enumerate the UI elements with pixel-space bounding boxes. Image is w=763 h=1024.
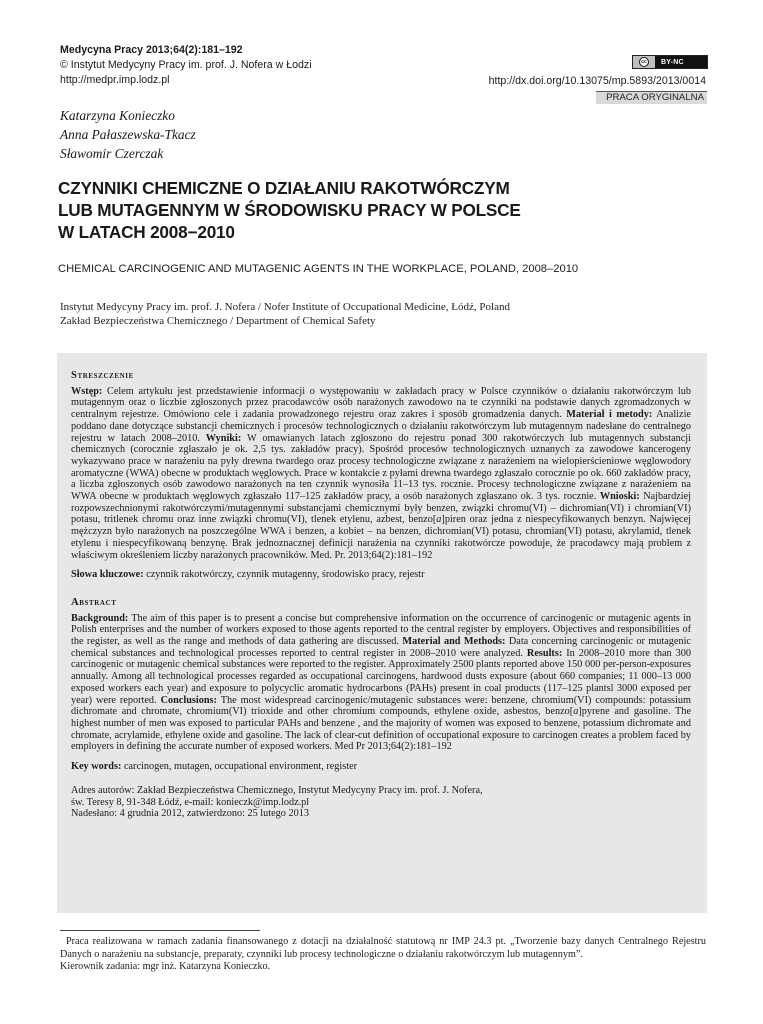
streszczenie-heading: Streszczenie xyxy=(71,370,134,381)
text-conclusions-a: The most widespread carcinogenic/mutagenic substances were: benzene, chromium(VI) compounds: potassium dichromate and chromate, chromium(VI) trioxide and other chromium compounds, ethylene oxide, asbestos, benzo[ xyxy=(71,694,691,718)
correspondence-line: św. Teresy 8, 91-348 Łódź, e-mail: konieczk@imp.lodz.pl xyxy=(71,796,310,808)
abstract-text xyxy=(71,613,691,753)
text-wnioski-a: Najbardziej rozpowszechnionymi rakotwórczymi/mutagennymi substancjami chemicznymi były benzen, związki chromu(VI) – dichromian(VI) i chromian(VI) potasu, tritlenek chromu oraz inne związki chromu(VI), tlenek etylenu, azbest, benzo[ xyxy=(71,491,692,526)
title-line: LUB MUTAGENNYM W ŚRODOWISKU PRACY W POLSCE xyxy=(58,200,521,220)
key-words xyxy=(71,761,691,773)
label-background: Background: xyxy=(71,612,129,624)
title-line: CZYNNIKI CHEMICZNE O DZIAŁANIU RAKOTWÓRCZYM xyxy=(58,178,510,198)
affiliation xyxy=(60,300,510,328)
text-metody: Analizie poddano dane dotyczące substancji chemicznych i procesów technologicznych o działaniu rakotwórczym lub mutagennym nadesłane do centralnego rejestru w latach 2008–2010. xyxy=(71,409,691,444)
text-wnioski-italic: a xyxy=(436,514,442,526)
text-wnioski-b: ]piren oraz jedna z niespecyfikowanych benzyn. Najwięcej mężczyzn było narażonych na poszczególne WWA i benzen, a kobiet – na benzen, dichromian(VI) potasu, chromian(VI) potasu, akrylamid, tlenek etylenu i niespecyfikowaną benzynę. Brak jednoznacznej definicji narażenia na czynniki rakotwórcze powoduje, że pracodawcy mają problem z właściwym określeniem liczby narażonych pracowników. Med. Pr. 2013;64(2):181–192 xyxy=(71,514,692,561)
label-wnioski: Wnioski: xyxy=(599,491,640,503)
streszczenie-text xyxy=(71,386,691,562)
author-name: Sławomir Czerczak xyxy=(60,146,164,161)
author-name: Katarzyna Konieczko xyxy=(60,108,175,123)
copyright-line: © Instytut Medycyny Pracy im. prof. J. Nofera w Łodzi xyxy=(60,59,312,71)
journal-citation: Medycyna Pracy 2013;64(2):181–192 xyxy=(60,44,243,56)
text-methods: Data concerning carcinogenic or mutagenic chemical substances and technological processes reported to central register in 2008–2010 were analyzed. xyxy=(71,636,691,659)
article-type-badge: PRACA ORYGINALNA xyxy=(596,92,707,104)
abstract-heading: Abstract xyxy=(71,596,117,608)
text-wstep: Celem artykułu jest przedstawienie informacji o występowaniu w zakładach pracy w Polsce czynników o działaniu rakotwórczym lub mutagennym oraz o liczbie zgłoszonych przez pracodawców osób narażonych zawodowo na te czynniki na podstawie danych zgromadzonych w centralnym rejestrze. Omówiono cele i zadania prowadzonego rejestru oraz zakres i sposób gromadzenia danych. xyxy=(71,385,691,421)
article-title-english: CHEMICAL CARCINOGENIC AND MUTAGENIC AGENTS IN THE WORKPLACE, POLAND, 2008–2010 xyxy=(58,263,579,275)
doi-link[interactable]: http://dx.doi.org/10.13075/mp.5893/2013/0014 xyxy=(488,75,706,87)
footnote-divider xyxy=(60,930,260,931)
license-label: BY-NC xyxy=(661,58,684,66)
text-wyniki: W omawianych latach zgłoszono do rejestru ponad 300 rakotwórczych lub mutagennych substancji chemicznych (corocznie zgłaszało je ok. 2,5 tys. zakładów pracy). Spośród procesów technologicznych uznanych za zawodowe kancerogeny wykazywano prace w narażeniu na pyły drewna twardego oraz procesy technologiczne związane z narażeniem na wielopierścieniowe węglowodory aromatyczne (WWA) obecne w produktach węglowych. Prace w kontakcie z pyłami drewna twardego zgłaszało corocznie po ok. 660 zakładów pracy, a liczba zgłoszonych osób zawodowo narażonych na ten czynnik wynosiła 11–13 tys. rocznie. Procesy technologiczne związane z narażeniem na WWA obecne w produktach węglowych zgłaszało 117–125 zakładów pracy, a osób narażonych zgłaszano ok. 3 tys. rocznie. xyxy=(71,432,692,503)
text-conclusions-italic: a xyxy=(573,706,579,718)
article-title xyxy=(58,177,618,243)
label-key-words: Key words: xyxy=(71,761,122,773)
label-wyniki: Wyniki: xyxy=(205,432,242,444)
license-badge xyxy=(632,55,708,69)
footnote-text: Praca realizowana w ramach zadania finansowanego z dotacji na działalność statutową nr IMP 24.3 pt. „Tworzenie bazy danych Centralnego Rejestru Danych o narażeniu na substancje, preparaty, czynniki lub procesy technologiczne o działaniu rakotwórczym lub mutagennym”. xyxy=(60,936,706,960)
label-metody: Materiał i metody: xyxy=(566,409,653,421)
label-results: Results: xyxy=(526,647,563,659)
title-line: W LATACH 2008−2010 xyxy=(58,222,235,242)
label-slowa-kluczowe: Słowa kluczowe: xyxy=(71,569,144,581)
correspondence-line: Nadesłano: 4 grudnia 2012, zatwierdzono: 25 lutego 2013 xyxy=(71,808,309,820)
text-results: In 2008–2010 more than 300 carcinogenic or mutagenic chemical substances were reported to the register. Approximately 2500 plants reported above 150 000 per-person-exposures annually. Among all technological processes regarded as occupational carcinogens, hardwood dusts exposure (about 660 companies; 11 000–13 000 exposed workers each year) and exposure to polycyclic aromatic hydrocarbons (PAHs) present in coal products (117–125 plantsl 3000 exposed per year) were reported. xyxy=(71,647,692,706)
text-slowa-kluczowe: czynnik rakotwórczy, czynnik mutagenny, środowisko pracy, rejestr xyxy=(143,569,425,581)
label-methods: Material and Methods: xyxy=(402,636,506,648)
slowa-kluczowe xyxy=(71,569,691,581)
label-conclusions: Conclusions: xyxy=(160,694,217,706)
correspondence-line: Adres autorów: Zakład Bezpieczeństwa Chemicznego, Instytut Medycyny Pracy im. prof. J. Nofera, xyxy=(71,784,483,796)
footnote xyxy=(60,936,706,974)
label-wstep: Wstęp: xyxy=(71,385,103,397)
abstract-box xyxy=(57,353,707,913)
text-conclusions-b: ]pyrene and gasoline. The highest number of men was exposed to particular PAHs and benzene , and the majority of women was exposed to benzene, potassium dichromate and chromate, acrylamide, ethylene oxide and gasoline. The lack of clear-cut definition of occupational exposure to carcinogen creates a problem faced by employers in defining the accurate number of exposed workers. Med Pr 2013;64(2):181–192 xyxy=(71,706,691,753)
text-background: The aim of this paper is to present a concise but comprehensive information on the occurrence of carcinogenic or mutagenic agents in Polish enterprises and the number of workers exposed to those agents reported to the central register by employers. Objectives and responsibilities of the register, as well as the range and methods of data gathering are discussed. xyxy=(71,612,691,648)
affiliation-line: Zakład Bezpieczeństwa Chemicznego / Department of Chemical Safety xyxy=(60,315,376,327)
footnote-manager: Kierownik zadania: mgr inż. Katarzyna Konieczko. xyxy=(60,961,271,973)
text-key-words: carcinogen, mutagen, occupational environment, register xyxy=(121,761,358,773)
author-name: Anna Pałaszewska-Tkacz xyxy=(60,127,196,142)
cc-icon: cc xyxy=(633,56,655,68)
author-list xyxy=(60,106,196,163)
journal-url[interactable]: http://medpr.imp.lodz.pl xyxy=(60,74,170,86)
affiliation-line: Instytut Medycyny Pracy im. prof. J. Nofera / Nofer Institute of Occupational Medicine, Łódź, Poland xyxy=(60,301,510,313)
correspondence xyxy=(71,785,691,820)
